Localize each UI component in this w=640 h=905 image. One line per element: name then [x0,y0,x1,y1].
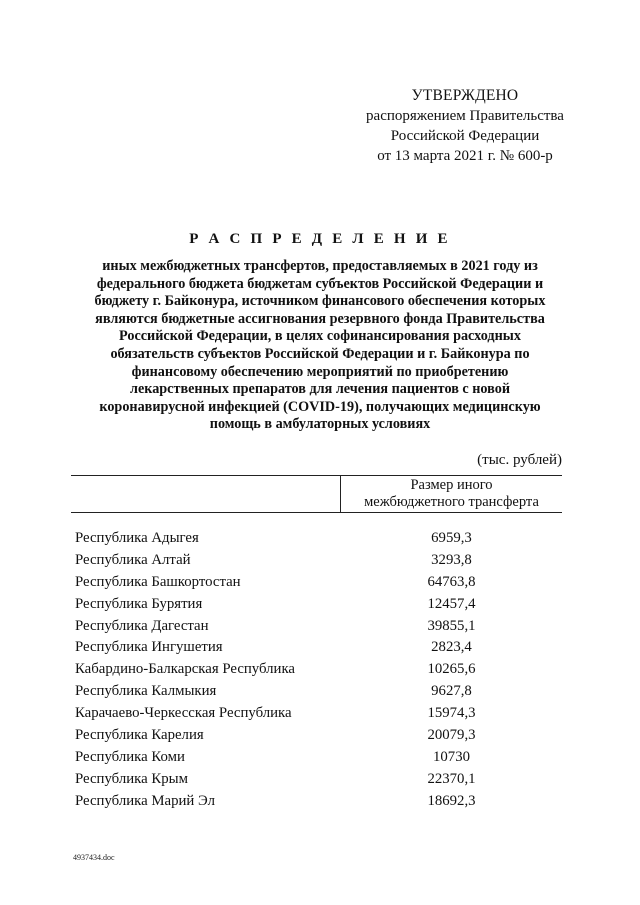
subtitle-line: помощь в амбулаторных условиях [209,416,431,433]
approval-line-3: от 13 марта 2021 г. № 600-р [377,148,553,164]
transfer-amount: 2823,4 [431,639,472,656]
region-name: Республика Карелия [75,727,204,744]
table-row [75,595,562,617]
transfer-amount: 10265,6 [427,661,476,678]
table-row [75,551,562,573]
region-name: Республика Алтай [75,551,191,568]
approval-line-2: Российской Федерации [390,128,540,144]
transfer-amount: 64763,8 [427,573,476,590]
units-label: (тыс. рублей) [477,452,562,468]
transfer-amount-column-header [341,477,562,511]
transfer-amount: 6959,3 [431,530,472,546]
table-row [75,770,562,792]
approval-line-1: распоряжением Правительства [366,108,564,124]
table-row [75,792,562,814]
table-row [75,617,562,639]
table-row [75,726,562,748]
approval-title: УТВЕРЖДЕНО [411,87,519,104]
subtitle-line: бюджету г. Байконура, источником финансового обеспечения которых [94,293,546,310]
document-title: Р А С П Р Е Д Е Л Е Н И Е [189,231,451,247]
subtitle-line: коронавирусной инфекцией (COVID-19), получающих медицинскую [99,398,541,415]
region-name: Республика Крым [75,770,188,787]
region-name: Республика Коми [75,748,185,765]
subtitle-line: федерального бюджета бюджетам субъектов Российской Федерации и [96,275,544,292]
region-name: Республика Калмыкия [75,683,217,700]
subtitle-line: иных межбюджетных трансфертов, предоставляемых в 2021 году из [102,258,538,274]
column-header-line-1: Размер иного [410,477,493,493]
table-row [75,638,562,660]
transfer-amount: 9627,8 [431,683,472,700]
region-name: Республика Ингушетия [75,639,223,656]
region-name: Республика Дагестан [75,617,209,634]
document-file-code: 4937434.doc [73,853,115,862]
region-name: Республика Башкортостан [75,573,241,590]
table-row [75,704,562,726]
transfer-amount: 20079,3 [427,727,476,744]
region-name: Республика Марий Эл [75,792,215,809]
subtitle-line: финансовому обеспечению мероприятий по приобретению [131,363,509,380]
table-row [75,682,562,704]
region-name: Республика Адыгея [75,530,199,546]
table-body [75,529,562,814]
subtitle-line: обязательств субъектов Российской Федерации и г. Байконура по [110,345,530,362]
transfer-amount: 3293,8 [431,551,472,568]
subtitle-line: лекарственных препаратов для лечения пациентов с новой [129,381,510,398]
region-name: Республика Бурятия [75,595,203,612]
table-row [75,748,562,770]
column-header-line-2: межбюджетного трансферта [364,494,539,510]
subtitle-line: Российской Федерации, в целях софинансирования расходных [119,328,521,345]
table-row [75,529,562,551]
transfer-amount: 22370,1 [427,770,476,787]
region-name: Кабардино-Балкарская Республика [75,661,296,678]
table-header [71,475,562,513]
region-name: Карачаево-Черкесская Республика [75,705,292,722]
transfer-amount: 10730 [433,748,470,765]
transfer-amount: 12457,4 [427,595,476,612]
subtitle-line: являются бюджетные ассигнования резервного фонда Правительства [95,310,545,327]
approval-block [330,86,600,166]
table-row [75,573,562,595]
transfer-amount: 18692,3 [427,792,476,809]
table-row [75,660,562,682]
document-subtitle [70,258,570,434]
transfer-amount: 39855,1 [427,617,476,634]
transfer-amount: 15974,3 [427,705,476,722]
